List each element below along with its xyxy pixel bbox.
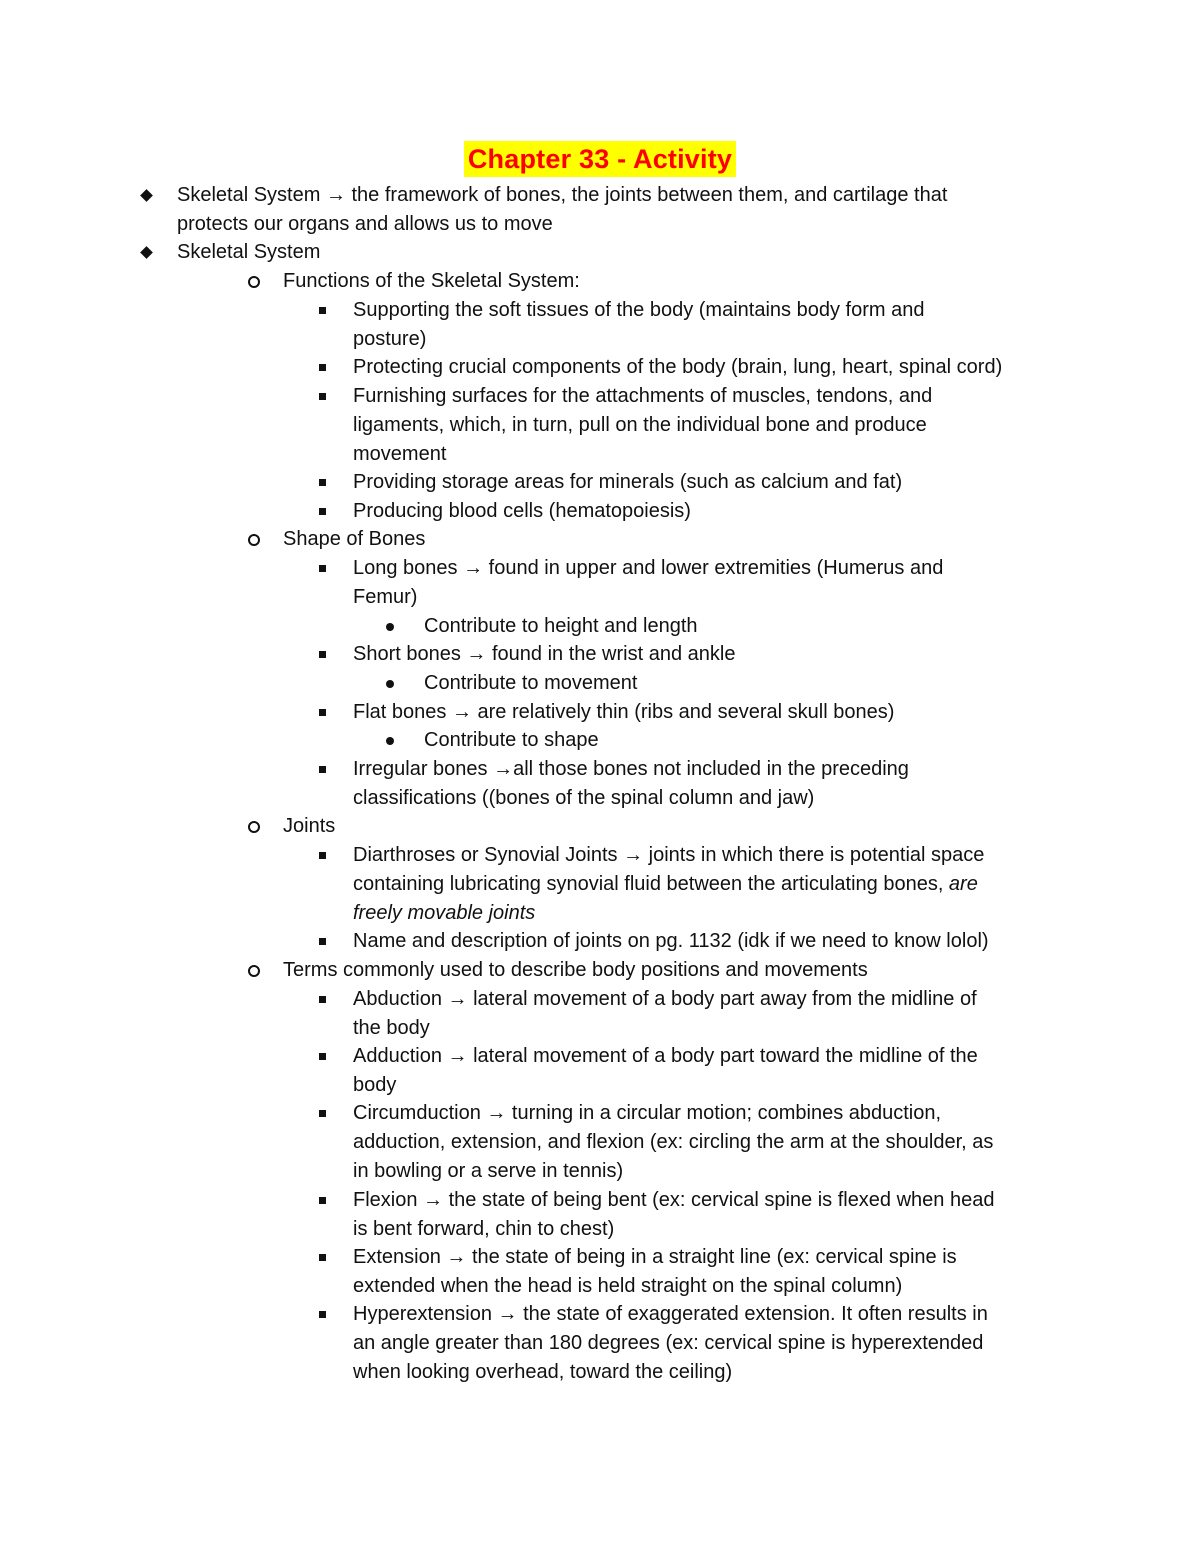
square-bullet-icon bbox=[319, 709, 326, 716]
diamond-bullet-icon bbox=[140, 247, 153, 260]
list-item-text: Circumduction → turning in a circular motion; combines abduction, bbox=[353, 1102, 942, 1125]
list-item-level-3 bbox=[353, 927, 989, 956]
list-item-level-3 bbox=[353, 841, 984, 928]
page-title: Chapter 33 - Activity bbox=[464, 141, 736, 177]
list-item-text: adduction, extension, and flexion (ex: circling the arm at the shoulder, as bbox=[353, 1131, 994, 1154]
list-item-level-3 bbox=[353, 1186, 994, 1244]
list-item-text: in bowling or a serve in tennis) bbox=[353, 1160, 624, 1183]
list-item-text: Abduction → lateral movement of a body part away from the midline of bbox=[353, 987, 977, 1010]
list-item-text: extended when the head is held straight on the spinal column) bbox=[353, 1274, 903, 1297]
list-item-text: protects our organs and allows us to move bbox=[177, 213, 553, 235]
list-item-level-3 bbox=[353, 1243, 957, 1301]
circle-bullet-icon bbox=[248, 534, 260, 546]
list-item-level-1 bbox=[177, 238, 320, 267]
circle-bullet-icon bbox=[248, 821, 260, 833]
list-item-text: posture) bbox=[353, 327, 427, 350]
square-bullet-icon bbox=[319, 938, 326, 945]
list-item-text: Furnishing surfaces for the attachments of muscles, tendons, and bbox=[353, 384, 933, 407]
list-item-text: body bbox=[353, 1074, 397, 1096]
list-item-level-3 bbox=[353, 382, 932, 469]
list-item-level-1 bbox=[177, 181, 947, 239]
list-item-text: when looking overhead, toward the ceiling) bbox=[353, 1361, 733, 1384]
list-item-level-4 bbox=[424, 612, 698, 641]
list-item-level-3 bbox=[353, 640, 735, 669]
list-item-text: Functions of the Skeletal System: bbox=[283, 270, 580, 293]
list-item-level-3 bbox=[353, 1042, 978, 1100]
list-item-level-2 bbox=[283, 956, 868, 985]
list-item-text: Short bones → found in the wrist and ankle bbox=[353, 643, 736, 666]
square-bullet-icon bbox=[319, 852, 326, 859]
list-item-text: Contribute to movement bbox=[424, 671, 638, 694]
list-item-level-2 bbox=[283, 812, 335, 841]
square-bullet-icon bbox=[319, 393, 326, 400]
square-bullet-icon bbox=[319, 1311, 326, 1318]
list-item-level-3 bbox=[353, 755, 909, 813]
list-item-text: Contribute to height and length bbox=[424, 614, 698, 637]
list-item-level-4 bbox=[424, 726, 599, 755]
list-item-level-4 bbox=[424, 669, 637, 698]
list-item-text: Irregular bones →all those bones not included in the preceding bbox=[353, 758, 909, 780]
list-item-text: movement bbox=[353, 442, 447, 465]
square-bullet-icon bbox=[319, 1254, 326, 1261]
list-item-text: ligaments, which, in turn, pull on the individual bone and produce bbox=[353, 413, 927, 436]
list-item-level-3 bbox=[353, 698, 894, 727]
list-item-text: Providing storage areas for minerals (such as calcium and fat) bbox=[353, 471, 903, 493]
square-bullet-icon bbox=[319, 1197, 326, 1204]
list-item-level-3 bbox=[353, 497, 691, 526]
list-item-text: Terms commonly used to describe body positions and movements bbox=[283, 958, 868, 981]
dot-bullet-icon bbox=[386, 623, 394, 631]
list-item-level-3 bbox=[353, 353, 1002, 382]
dot-bullet-icon bbox=[386, 680, 394, 688]
list-item-text: Long bones → found in upper and lower extremities (Humerus and bbox=[353, 557, 944, 580]
list-item-text: classifications ((bones of the spinal column and jaw) bbox=[353, 787, 815, 809]
title-container bbox=[0, 141, 1200, 177]
circle-bullet-icon bbox=[248, 965, 260, 977]
list-item-text: Producing blood cells (hematopoiesis) bbox=[353, 499, 691, 522]
list-item-level-3 bbox=[353, 1300, 988, 1387]
square-bullet-icon bbox=[319, 565, 326, 572]
italic-text: are bbox=[943, 873, 978, 896]
square-bullet-icon bbox=[319, 766, 326, 773]
list-item-text: Joints bbox=[283, 815, 336, 838]
list-item-text: Extension → the state of being in a straight line (ex: cervical spine is bbox=[353, 1245, 957, 1268]
square-bullet-icon bbox=[319, 651, 326, 658]
list-item-level-2 bbox=[283, 525, 425, 554]
square-bullet-icon bbox=[319, 1053, 326, 1060]
square-bullet-icon bbox=[319, 364, 326, 371]
list-item-text: Supporting the soft tissues of the body (maintains body form and bbox=[353, 298, 925, 321]
dot-bullet-icon bbox=[386, 737, 394, 745]
diamond-bullet-icon bbox=[140, 189, 153, 202]
list-item-text: Flexion → the state of being bent (ex: cervical spine is flexed when head bbox=[353, 1188, 995, 1211]
square-bullet-icon bbox=[319, 508, 326, 515]
list-item-level-3 bbox=[353, 1099, 993, 1186]
square-bullet-icon bbox=[319, 479, 326, 486]
list-item-text: Femur) bbox=[353, 586, 418, 609]
square-bullet-icon bbox=[319, 996, 326, 1003]
list-item-text: Adduction → lateral movement of a body part toward the midline of the bbox=[353, 1045, 978, 1067]
list-item-text: Contribute to shape bbox=[424, 729, 599, 752]
list-item-text: Flat bones → are relatively thin (ribs and several skull bones) bbox=[353, 700, 895, 723]
list-item-text: Skeletal System → the framework of bones, the joints between them, and cartilage that bbox=[177, 184, 948, 206]
list-item-text: Shape of Bones bbox=[283, 528, 426, 551]
list-item-text: Name and description of joints on pg. 1132 (idk if we need to know lolol) bbox=[353, 930, 989, 953]
square-bullet-icon bbox=[319, 1110, 326, 1117]
list-item-text: is bent forward, chin to chest) bbox=[353, 1217, 615, 1240]
square-bullet-icon bbox=[319, 307, 326, 314]
list-item-text bbox=[353, 899, 984, 928]
list-item-text: the body bbox=[353, 1016, 430, 1039]
list-item-text: Skeletal System bbox=[177, 241, 321, 264]
list-item-level-3 bbox=[353, 985, 977, 1043]
list-item-text: Protecting crucial components of the body (brain, lung, heart, spinal cord) bbox=[353, 356, 1003, 379]
list-item-text: Hyperextension → the state of exaggerated extension. It often results in bbox=[353, 1303, 988, 1326]
list-item-level-3 bbox=[353, 296, 924, 354]
list-item-text: containing lubricating synovial fluid between the articulating bones, are bbox=[353, 873, 978, 896]
list-item-text: Diarthroses or Synovial Joints → joints in which there is potential space bbox=[353, 844, 985, 867]
list-item-level-2 bbox=[283, 267, 580, 296]
list-item-level-3 bbox=[353, 468, 902, 497]
list-item-text: an angle greater than 180 degrees (ex: cervical spine is hyperextended bbox=[353, 1332, 984, 1355]
italic-text: freely movable joints bbox=[353, 902, 536, 925]
circle-bullet-icon bbox=[248, 276, 260, 288]
list-item-level-3 bbox=[353, 554, 943, 612]
